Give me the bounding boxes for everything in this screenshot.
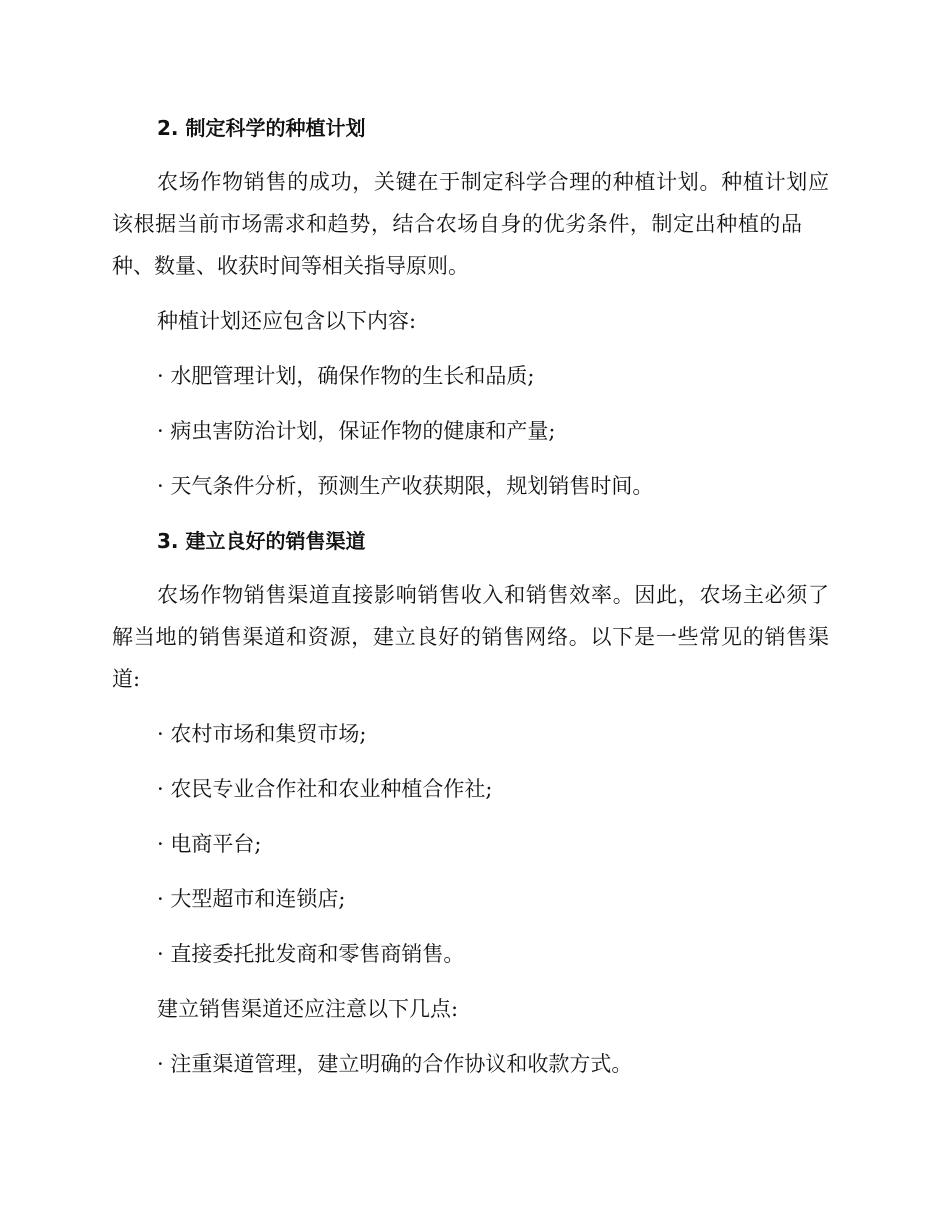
list-item: · 大型超市和连锁店; bbox=[157, 887, 346, 911]
section-2-list-intro: 种植计划还应包含以下内容: bbox=[157, 309, 417, 333]
list-item: · 天气条件分析，预测生产收获期限，规划销售时间。 bbox=[157, 474, 654, 498]
section-3-paragraph-line-1: 农场作物销售渠道直接影响销售收入和销售效率。因此，农场主必须了 bbox=[157, 583, 829, 607]
section-2-paragraph-line-2: 该根据当前市场需求和趋势，结合农场自身的优劣条件，制定出种植的品 bbox=[112, 212, 802, 236]
list-item: · 农民专业合作社和农业种植合作社; bbox=[157, 777, 493, 801]
list-item: · 病虫害防治计划，保证作物的健康和产量; bbox=[157, 419, 556, 443]
section-2-paragraph-line-3: 种、数量、收获时间等相关指导原则。 bbox=[112, 254, 469, 278]
section-3-paragraph-line-3: 道: bbox=[112, 667, 141, 691]
section-2-heading: 2. 制定科学的种植计划 bbox=[157, 116, 366, 140]
list-item: · 直接委托批发商和零售商销售。 bbox=[157, 942, 465, 966]
section-3-heading: 3. 建立良好的销售渠道 bbox=[157, 529, 366, 553]
section-3-list-intro: 建立销售渠道还应注意以下几点: bbox=[157, 997, 459, 1021]
section-3-paragraph-line-2: 解当地的销售渠道和资源，建立良好的销售网络。以下是一些常见的销售渠 bbox=[112, 625, 829, 649]
list-item: · 水肥管理计划，确保作物的生长和品质; bbox=[157, 364, 535, 388]
list-item: · 农村市场和集贸市场; bbox=[157, 722, 367, 746]
section-2-paragraph-line-1: 农场作物销售的成功，关键在于制定科学合理的种植计划。种植计划应 bbox=[157, 170, 829, 194]
list-item: · 电商平台; bbox=[157, 832, 262, 856]
list-item: · 注重渠道管理，建立明确的合作协议和收款方式。 bbox=[157, 1052, 633, 1076]
